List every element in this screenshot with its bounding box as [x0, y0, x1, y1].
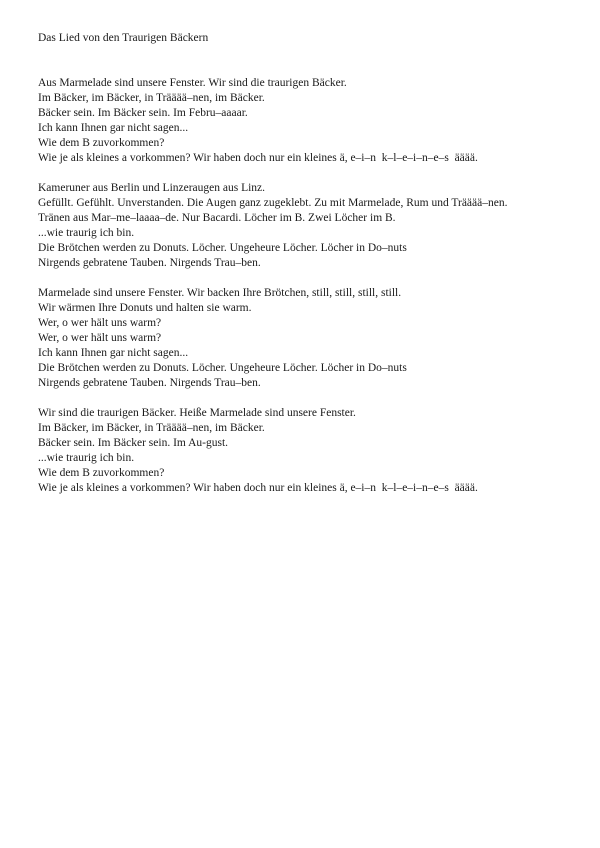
lyric-line: Die Brötchen werden zu Donuts. Löcher. Ungeheure Löcher. Löcher in Do–nuts: [38, 362, 407, 374]
lyric-line: Wie dem B zuvorkommen?: [38, 467, 165, 479]
lyric-line: Die Brötchen werden zu Donuts. Löcher. Ungeheure Löcher. Löcher in Do–nuts: [38, 242, 407, 254]
document-title: Das Lied von den Traurigen Bäckern: [38, 32, 209, 44]
lyric-line: Tränen aus Mar–me–laaaa–de. Nur Bacardi. Löcher im B. Zwei Löcher im B.: [38, 212, 396, 224]
lyric-line: Kameruner aus Berlin und Linzeraugen aus Linz.: [38, 182, 266, 194]
lyric-line: Im Bäcker, im Bäcker, in Trääää–nen, im Bäcker.: [38, 92, 265, 104]
lyric-line: ...wie traurig ich bin.: [38, 452, 135, 464]
lyric-line: Wie dem B zuvorkommen?: [38, 137, 165, 149]
lyric-line: Marmelade sind unsere Fenster. Wir backen Ihre Brötchen, still, still, still, still.: [38, 287, 402, 299]
lyric-line: Wie je als kleines a vorkommen? Wir haben doch nur ein kleines ä, e–i–n k–l–e–i–n–e–s ääää.: [38, 482, 478, 494]
lyric-line: Wir wärmen Ihre Donuts und halten sie warm.: [38, 302, 252, 314]
lyric-line: Aus Marmelade sind unsere Fenster. Wir sind die traurigen Bäcker.: [38, 77, 347, 89]
lyric-line: Nirgends gebratene Tauben. Nirgends Trau–ben.: [38, 257, 261, 269]
lyric-line: Wer, o wer hält uns warm?: [38, 317, 162, 329]
stanza-4: [38, 406, 570, 496]
stanza-3: [38, 286, 570, 391]
lyric-line: Bäcker sein. Im Bäcker sein. Im Au-gust.: [38, 437, 229, 449]
lyric-line: Bäcker sein. Im Bäcker sein. Im Febru–aaaar.: [38, 107, 248, 119]
lyric-line: Wer, o wer hält uns warm?: [38, 332, 162, 344]
lyric-line: Ich kann Ihnen gar nicht sagen...: [38, 347, 189, 359]
lyric-line: Gefüllt. Gefühlt. Unverstanden. Die Augen ganz zugeklebt. Zu mit Marmelade, Rum und Trääää–nen.: [38, 197, 508, 209]
lyric-line: ...wie traurig ich bin.: [38, 227, 135, 239]
lyric-line: Ich kann Ihnen gar nicht sagen...: [38, 122, 189, 134]
lyric-line: Nirgends gebratene Tauben. Nirgends Trau–ben.: [38, 377, 261, 389]
lyric-line: Im Bäcker, im Bäcker, in Trääää–nen, im Bäcker.: [38, 422, 265, 434]
lyric-line: Wie je als kleines a vorkommen? Wir haben doch nur ein kleines ä, e–i–n k–l–e–i–n–e–s ääää.: [38, 152, 478, 164]
stanza-2: [38, 181, 570, 271]
stanza-1: [38, 76, 570, 166]
lyric-line: Wir sind die traurigen Bäcker. Heiße Marmelade sind unsere Fenster.: [38, 407, 356, 419]
